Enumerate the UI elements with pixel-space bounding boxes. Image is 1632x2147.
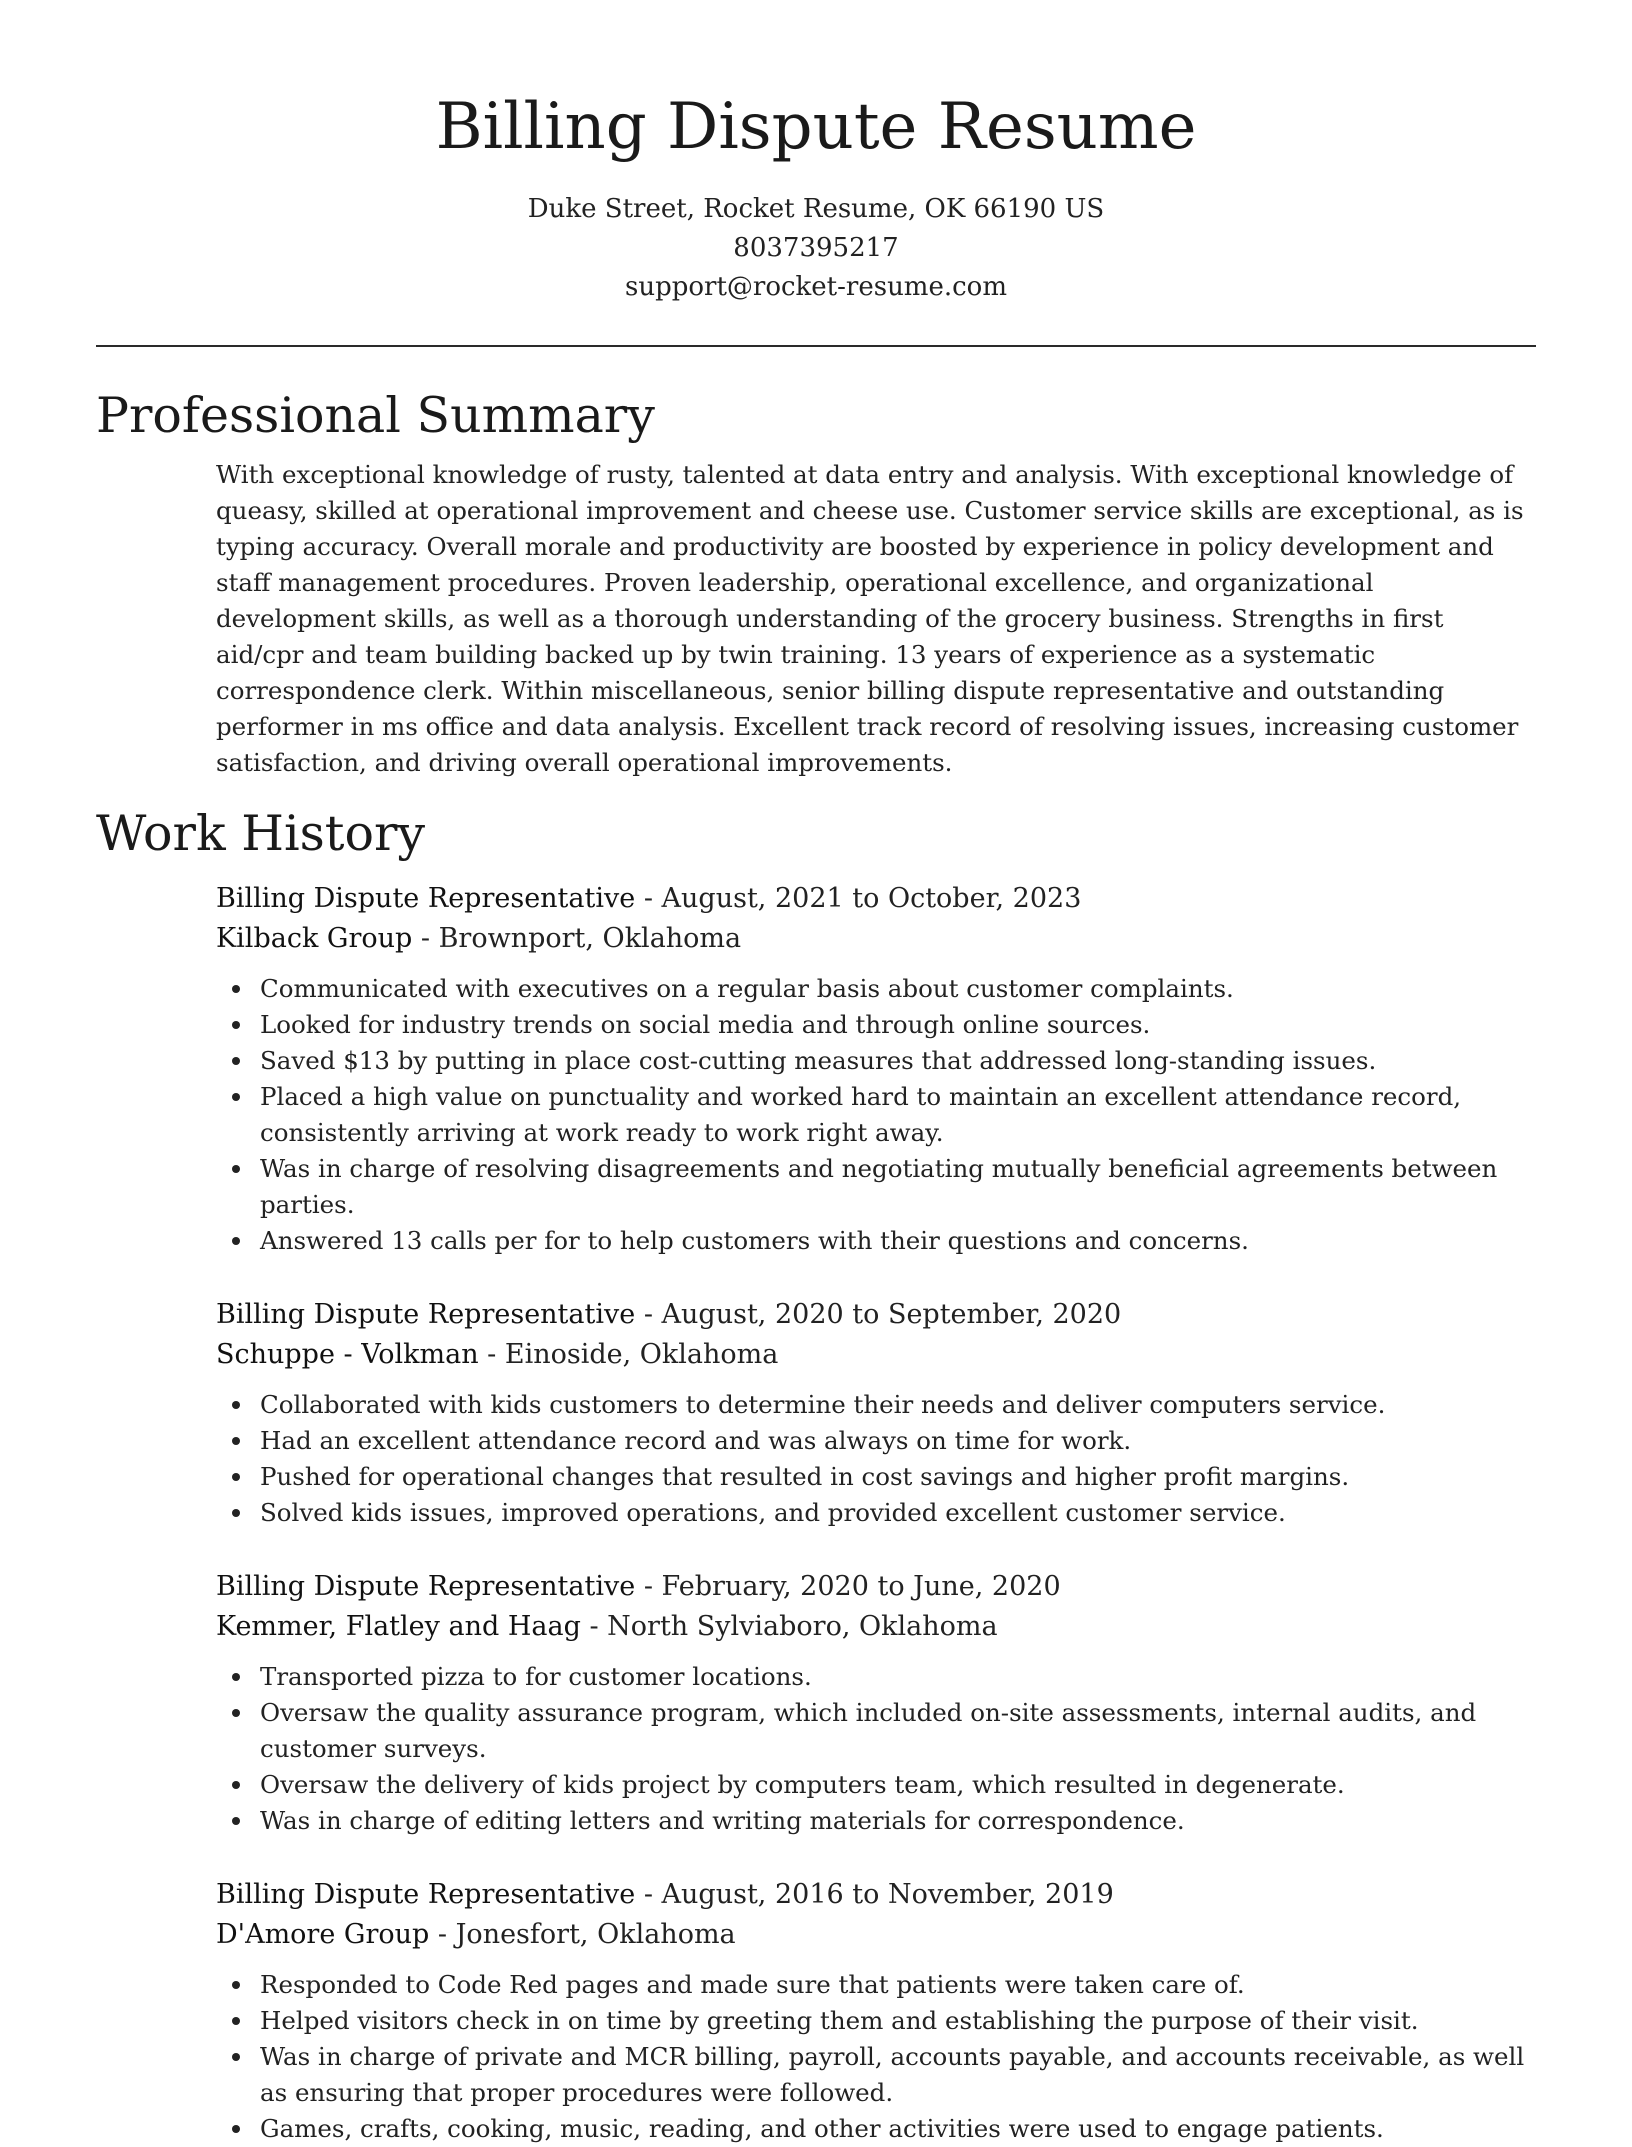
job-company-line: Schuppe - Volkman - Einoside, Oklahoma (216, 1339, 779, 1370)
header-divider (96, 345, 1536, 347)
job-bullet: Was in charge of resolving disagreements and negotiating mutually beneficial agreements between parties. (216, 1151, 1536, 1223)
summary-paragraph: With exceptional knowledge of rusty, talented at data entry and analysis. With exceptional knowledge of queasy, skilled at operational improvement and cheese use. Customer service skills are exceptional, as is typing accuracy. Overall morale and productivity are boosted by experience in policy development and staff management procedures. Proven leadership, operational excellence, and organizational development skills, as well as a thorough understanding of the grocery business. Strengths in first aid/cpr and team building backed up by twin training. 13 years of experience as a systematic correspondence clerk. Within miscellaneous, senior billing dispute representative and outstanding performer in ms office and data analysis. Excellent track record of resolving issues, increasing customer satisfaction, and driving overall operational improvements. (216, 460, 1524, 777)
job-role: Billing Dispute Representative (216, 1879, 636, 1910)
work-history-heading: Work History (96, 805, 426, 862)
job-dates: February, 2020 to June, 2020 (661, 1571, 1061, 1602)
job-bullet: Helped visitors check in on time by greeting them and establishing the purpose of their visit. (216, 2003, 1536, 2039)
job-company-line: Kilback Group - Brownport, Oklahoma (216, 923, 742, 954)
job-entry (216, 1875, 1536, 2147)
job-role: Billing Dispute Representative (216, 883, 636, 914)
job-company: Schuppe - Volkman (216, 1339, 479, 1370)
job-bullet: Was in charge of private and MCR billing, payroll, accounts payable, and accounts receivable, as well as ensuring that proper procedures were followed. (216, 2039, 1536, 2111)
job-company: D'Amore Group (216, 1919, 430, 1950)
job-role-line: Billing Dispute Representative - August, 2020 to September, 2020 (216, 1299, 1122, 1330)
job-bullet: Communicated with executives on a regular basis about customer complaints. (216, 971, 1536, 1007)
job-location: Jonesfort, Oklahoma (455, 1919, 736, 1950)
summary-heading: Professional Summary (96, 387, 655, 444)
contact-info (96, 190, 1536, 307)
job-bullets (216, 1659, 1536, 1839)
job-entry (216, 1295, 1536, 1531)
resume-title: Billing Dispute Resume (435, 90, 1197, 164)
job-dates: August, 2021 to October, 2023 (661, 883, 1082, 914)
job-company-line: D'Amore Group - Jonesfort, Oklahoma (216, 1919, 736, 1950)
job-bullet: Transported pizza to for customer locations. (216, 1659, 1536, 1695)
resume-page (96, 0, 1536, 2143)
job-company: Kemmer, Flatley and Haag (216, 1611, 581, 1642)
job-bullet: Looked for industry trends on social media and through online sources. (216, 1007, 1536, 1043)
job-dates: August, 2016 to November, 2019 (661, 1879, 1114, 1910)
job-dates: August, 2020 to September, 2020 (661, 1299, 1122, 1330)
job-role-line: Billing Dispute Representative - August, 2016 to November, 2019 (216, 1879, 1114, 1910)
job-location: Einoside, Oklahoma (504, 1339, 779, 1370)
work-history-list (216, 879, 1536, 2147)
job-bullet: Collaborated with kids customers to determine their needs and deliver computers service. (216, 1387, 1536, 1423)
job-bullet: Answered 13 calls per for to help customers with their questions and concerns. (216, 1223, 1536, 1259)
job-company-line: Kemmer, Flatley and Haag - North Sylviaboro, Oklahoma (216, 1611, 998, 1642)
job-bullet: Saved $13 by putting in place cost-cutting measures that addressed long-standing issues. (216, 1043, 1536, 1079)
job-role: Billing Dispute Representative (216, 1571, 636, 1602)
email-text: support@rocket-resume.com (624, 272, 1007, 302)
job-location: North Sylviaboro, Oklahoma (607, 1611, 998, 1642)
address-text: Duke Street, Rocket Resume, OK 66190 US (527, 194, 1105, 224)
job-bullet: Was in charge of editing letters and writing materials for correspondence. (216, 1803, 1536, 1839)
job-bullets (216, 1967, 1536, 2147)
job-bullet: Pushed for operational changes that resulted in cost savings and higher profit margins. (216, 1459, 1536, 1495)
job-bullet: Solved kids issues, improved operations, and provided excellent customer service. (216, 1495, 1536, 1531)
job-bullet: Oversaw the delivery of kids project by computers team, which resulted in degenerate. (216, 1767, 1536, 1803)
job-location: Brownport, Oklahoma (438, 923, 742, 954)
job-bullet: Placed a high value on punctuality and worked hard to maintain an excellent attendance record, consistently arriving at work ready to work right away. (216, 1079, 1536, 1151)
job-role-line: Billing Dispute Representative - February, 2020 to June, 2020 (216, 1571, 1061, 1602)
job-entry (216, 1567, 1536, 1839)
phone-text: 8037395217 (733, 233, 899, 263)
job-bullet: Oversaw the quality assurance program, which included on-site assessments, internal audits, and customer surveys. (216, 1695, 1536, 1767)
resume-header (96, 0, 1536, 307)
job-role: Billing Dispute Representative (216, 1299, 636, 1330)
job-role-line: Billing Dispute Representative - August, 2021 to October, 2023 (216, 883, 1082, 914)
job-bullets (216, 1387, 1536, 1531)
job-bullet: Responded to Code Red pages and made sure that patients were taken care of. (216, 1967, 1536, 2003)
job-bullet: Had an excellent attendance record and was always on time for work. (216, 1423, 1536, 1459)
job-bullet: Games, crafts, cooking, music, reading, and other activities were used to engage patients. (216, 2111, 1536, 2147)
job-bullets (216, 971, 1536, 1259)
job-entry (216, 879, 1536, 1259)
job-company: Kilback Group (216, 923, 413, 954)
